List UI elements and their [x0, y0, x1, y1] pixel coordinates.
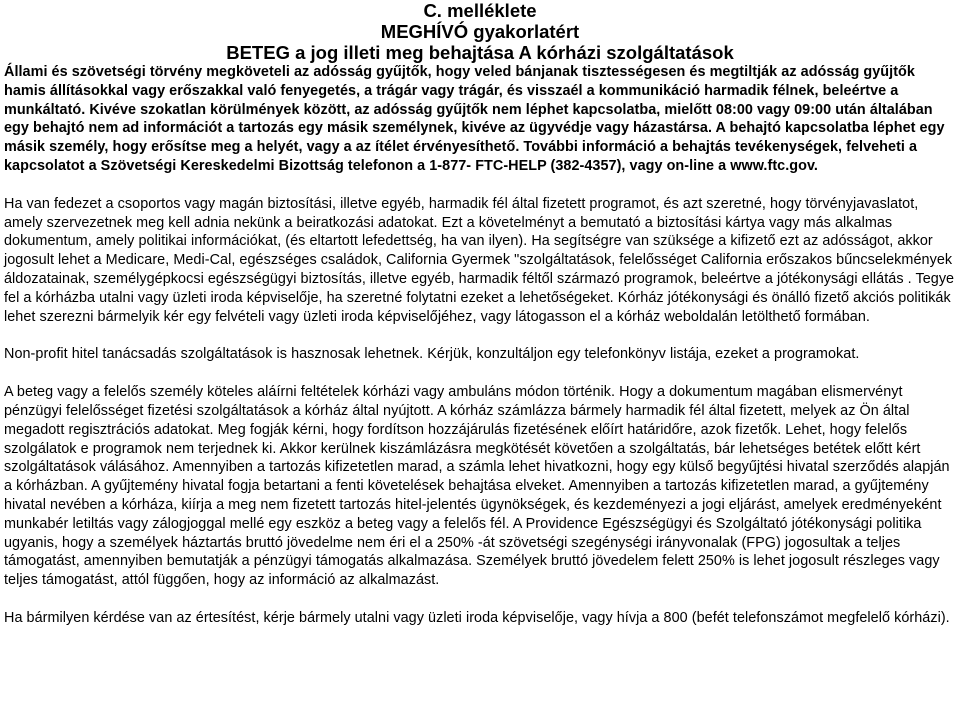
subject-title: BETEG a jog illeti meg behajtása A kórházi szolgáltatások	[226, 42, 734, 63]
paragraph-spacer	[4, 176, 956, 195]
invitation-title: MEGHÍVÓ gyakorlatért	[380, 21, 580, 42]
paragraph-spacer	[4, 364, 956, 383]
credit-counseling-paragraph: Non-profit hitel tanácsadás szolgáltatások is hasznosak lehetnek. Kérjük, konzultáljon egy telefonkönyv listája, ezeket a programokat.	[4, 346, 860, 363]
paragraph-spacer	[4, 590, 956, 609]
paragraph-spacer	[4, 326, 956, 345]
annex-title: C. melléklete	[423, 0, 537, 21]
questions-paragraph: Ha bármilyen kérdése van az értesítést, kérje bármely utalni vagy üzleti iroda képviselője, vagy hívja a 800 (befét telefonszámot megfelelő kórházi).	[4, 609, 950, 626]
intro-paragraph: Állami és szövetségi törvény megköveteli az adósság gyűjtők, hogy veled bánjanak tisztességesen és megtiltják az adósság gyűjtők hamis állításokkal vagy erőszakkal való fenyegetés, a trágár vagy trágár, és visszaél a kommunikáció harmadik félnek, beleértve a munkáltató. Kivéve szokatlan körülmények között, az adósság gyűjtők nem léphet kapcsolatba, mielőtt 08:00 vagy 09:00 után általában egy behajtó nem ad információt a tartozás egy másik személynek, kivéve az ügyvédje vagy házastársa. A behajtó kapcsolatba léphet egy másik személy, hogy erősítse meg a helyét, vagy a az ítélet érvényesíthető. További információ a behajtás tevékenységek, felveheti a kapcsolatot a Szövetségi Kereskedelmi Bizottság telefonon a 1-877- FTC-HELP (382-4357), vagy on-line a www.ftc.gov.	[4, 64, 945, 174]
document-page	[4, 0, 956, 628]
document-header	[4, 0, 956, 63]
insurance-paragraph: Ha van fedezet a csoportos vagy magán biztosítási, illetve egyéb, harmadik fél által fizetett programot, és azt szeretné, hogy törvényjavaslatot, amely szervezetnek meg kell adnia nekünk a beiratkozási adatokat. Ezt a követelményt a bemutató a biztosítási kártya vagy más alkalmas dokumentum, amely politikai információkat, (és eltartott lefedettség, ha van ilyen). Ha segítségre van szüksége a kifizető ezt az adósságot, akkor jogosult lehet a Medicare, Medi-Cal, egészséges családok, California Gyermek "szolgáltatások, felelősséget California erőszakos bűncselekmények áldozatainak, személygépkocsi egészségügyi biztosítás, illetve egyéb, harmadik féltől származó programok, beleértve a jótékonysági ellátás . Tegye fel a kórházba utalni vagy üzleti iroda képviselője, ha szeretné folytatni ezeket a lehetőségeket. Kórház jótékonysági és önálló fizető akciós politikák lehet szerezni bármelyik kér egy felvételi vagy üzleti iroda képviselőjéhez, vagy látogasson el a kórház weboldalán letölthető formában.	[4, 195, 955, 325]
financial-responsibility-paragraph: A beteg vagy a felelős személy köteles aláírni feltételek kórházi vagy ambuláns módon történik. Hogy a dokumentum magában elismervényt pénzügyi felelősséget fizetési szolgáltatások a kórház által nyújtott. A kórház számlázza bármely harmadik fél által fizetett, melyek az Ön által megadott regisztrációs adatokat. Meg fogják kérni, hogy fordítson hozzájárulás fizetésének előírt határidőre, azok fizetők. Lehet, hogy felelős szolgálatok e programok nem terjednek ki. Akkor kerülnek kiszámlázásra megkötését követően a szolgáltatás, bár lehetséges betétek előtt kért szolgáltatások válásához. Amennyiben a tartozás kifizetetlen marad, a számla lehet hivatkozni, hogy egy külső begyűjtési hivatal szerződés alapján a kórházban. A gyűjtemény hivatal fogja betartani a fenti követelések behajtása elveket. Amennyiben a tartozás kifizetetlen marad, a gyűjtemény hivatal nevében a kórháza, kiírja a meg nem fizetett tartozás hitel-jelentés ügynökségek, és kezdeményezi a jogi eljárást, amelyek eredményeként munkabér letiltás vagy zálogjoggal mellé egy eszköz a beteg vagy a felelős fél. A Providence Egészségügyi és Szolgáltató jótékonysági politika ugyanis, hogy a személyek háztartás bruttó jövedelme nem éri el a 250% -át szövetségi szegénységi irányvonalak (FPG) jogosultak a teljes támogatást, amennyiben bemutatják a pénzügyi támogatás alkalmazása. Személyek bruttó jövedelem felett 250% is lehet jogosult részleges vagy teljes támogatást, attól függően, hogy az információ az alkalmazást.	[4, 384, 950, 589]
